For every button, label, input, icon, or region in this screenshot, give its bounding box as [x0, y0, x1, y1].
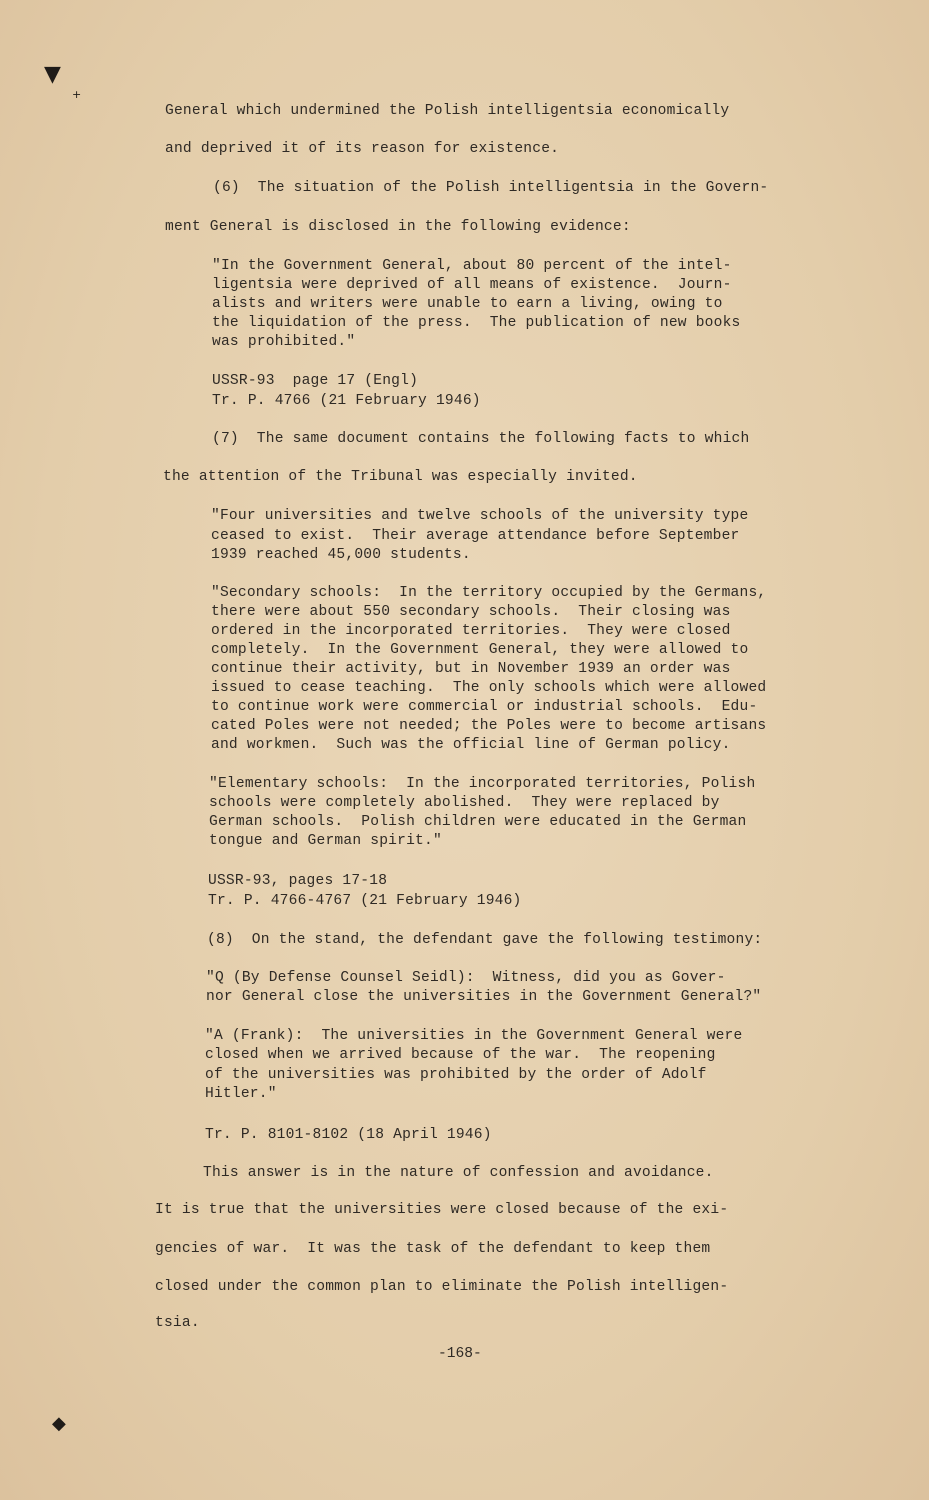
text-line: (6) The situation of the Polish intelligentsia in the Govern- [213, 180, 769, 196]
quote-line: schools were completely abolished. They were replaced by [209, 795, 720, 811]
quote-line: German schools. Polish children were educated in the German [209, 814, 747, 830]
text-line: This answer is in the nature of confession and avoidance. [203, 1165, 714, 1181]
margin-mark-top: ▼ [44, 62, 61, 87]
text-line: It is true that the universities were closed because of the exi- [155, 1202, 729, 1218]
citation-line: Tr. P. 8101-8102 (18 April 1946) [205, 1127, 492, 1143]
text-line: tsia. [155, 1315, 200, 1331]
quote-line: and workmen. Such was the official line of German policy. [211, 737, 731, 753]
text-line: gencies of war. It was the task of the defendant to keep them [155, 1241, 711, 1257]
text-line: closed under the common plan to eliminate the Polish intelligen- [155, 1279, 729, 1295]
quote-line: there were about 550 secondary schools. Their closing was [211, 604, 731, 620]
quote-line: ordered in the incorporated territories. They were closed [211, 623, 731, 639]
quote-line: completely. In the Government General, they were allowed to [211, 642, 749, 658]
text-line: and deprived it of its reason for existence. [165, 141, 560, 157]
text-line: General which undermined the Polish intelligentsia economically [165, 103, 730, 119]
page-number: -168- [438, 1346, 482, 1362]
quote-line: "Four universities and twelve schools of the university type [211, 508, 749, 524]
quote-line: continue their activity, but in November 1939 an order was [211, 661, 731, 677]
testimony-a-line: closed when we arrived because of the war. The reopening [205, 1047, 716, 1063]
quote-line: ceased to exist. Their average attendance before September [211, 528, 740, 544]
quote-line: tongue and German spirit." [209, 833, 442, 849]
margin-mark-top-small: + [72, 88, 82, 101]
testimony-a-line: "A (Frank): The universities in the Government General were [205, 1028, 743, 1044]
quote-line: the liquidation of the press. The publication of new books [212, 315, 741, 331]
quote-line: issued to cease teaching. The only schools which were allowed [211, 680, 767, 696]
quote-line: 1939 reached 45,000 students. [211, 547, 471, 563]
text-line: ment General is disclosed in the following evidence: [165, 219, 631, 235]
quote-line: alists and writers were unable to earn a living, owing to [212, 296, 723, 312]
quote-line: ligentsia were deprived of all means of existence. Journ- [212, 277, 732, 293]
citation-line: USSR-93, pages 17-18 [208, 873, 388, 889]
text-line: the attention of the Tribunal was especially invited. [163, 469, 638, 485]
testimony-q-line: nor General close the universities in the Government General?" [206, 989, 762, 1005]
quote-line: was prohibited." [212, 334, 356, 350]
quote-line: cated Poles were not needed; the Poles were to become artisans [211, 718, 767, 734]
quote-line: to continue work were commercial or industrial schools. Edu- [211, 699, 758, 715]
testimony-a-line: of the universities was prohibited by the order of Adolf [205, 1067, 707, 1083]
citation-line: USSR-93 page 17 (Engl) [212, 373, 419, 389]
margin-mark-bottom: ◆ [52, 1413, 66, 1434]
quote-line: "Secondary schools: In the territory occupied by the Germans, [211, 585, 767, 601]
quote-line: "In the Government General, about 80 percent of the intel- [212, 258, 732, 274]
text-line: (7) The same document contains the following facts to which [212, 431, 750, 447]
testimony-a-line: Hitler." [205, 1086, 277, 1102]
citation-line: Tr. P. 4766 (21 February 1946) [212, 393, 481, 409]
citation-line: Tr. P. 4766-4767 (21 February 1946) [208, 893, 522, 909]
testimony-q-line: "Q (By Defense Counsel Seidl): Witness, did you as Gover- [206, 970, 726, 986]
quote-line: "Elementary schools: In the incorporated territories, Polish [209, 776, 756, 792]
text-line: (8) On the stand, the defendant gave the following testimony: [207, 932, 763, 948]
